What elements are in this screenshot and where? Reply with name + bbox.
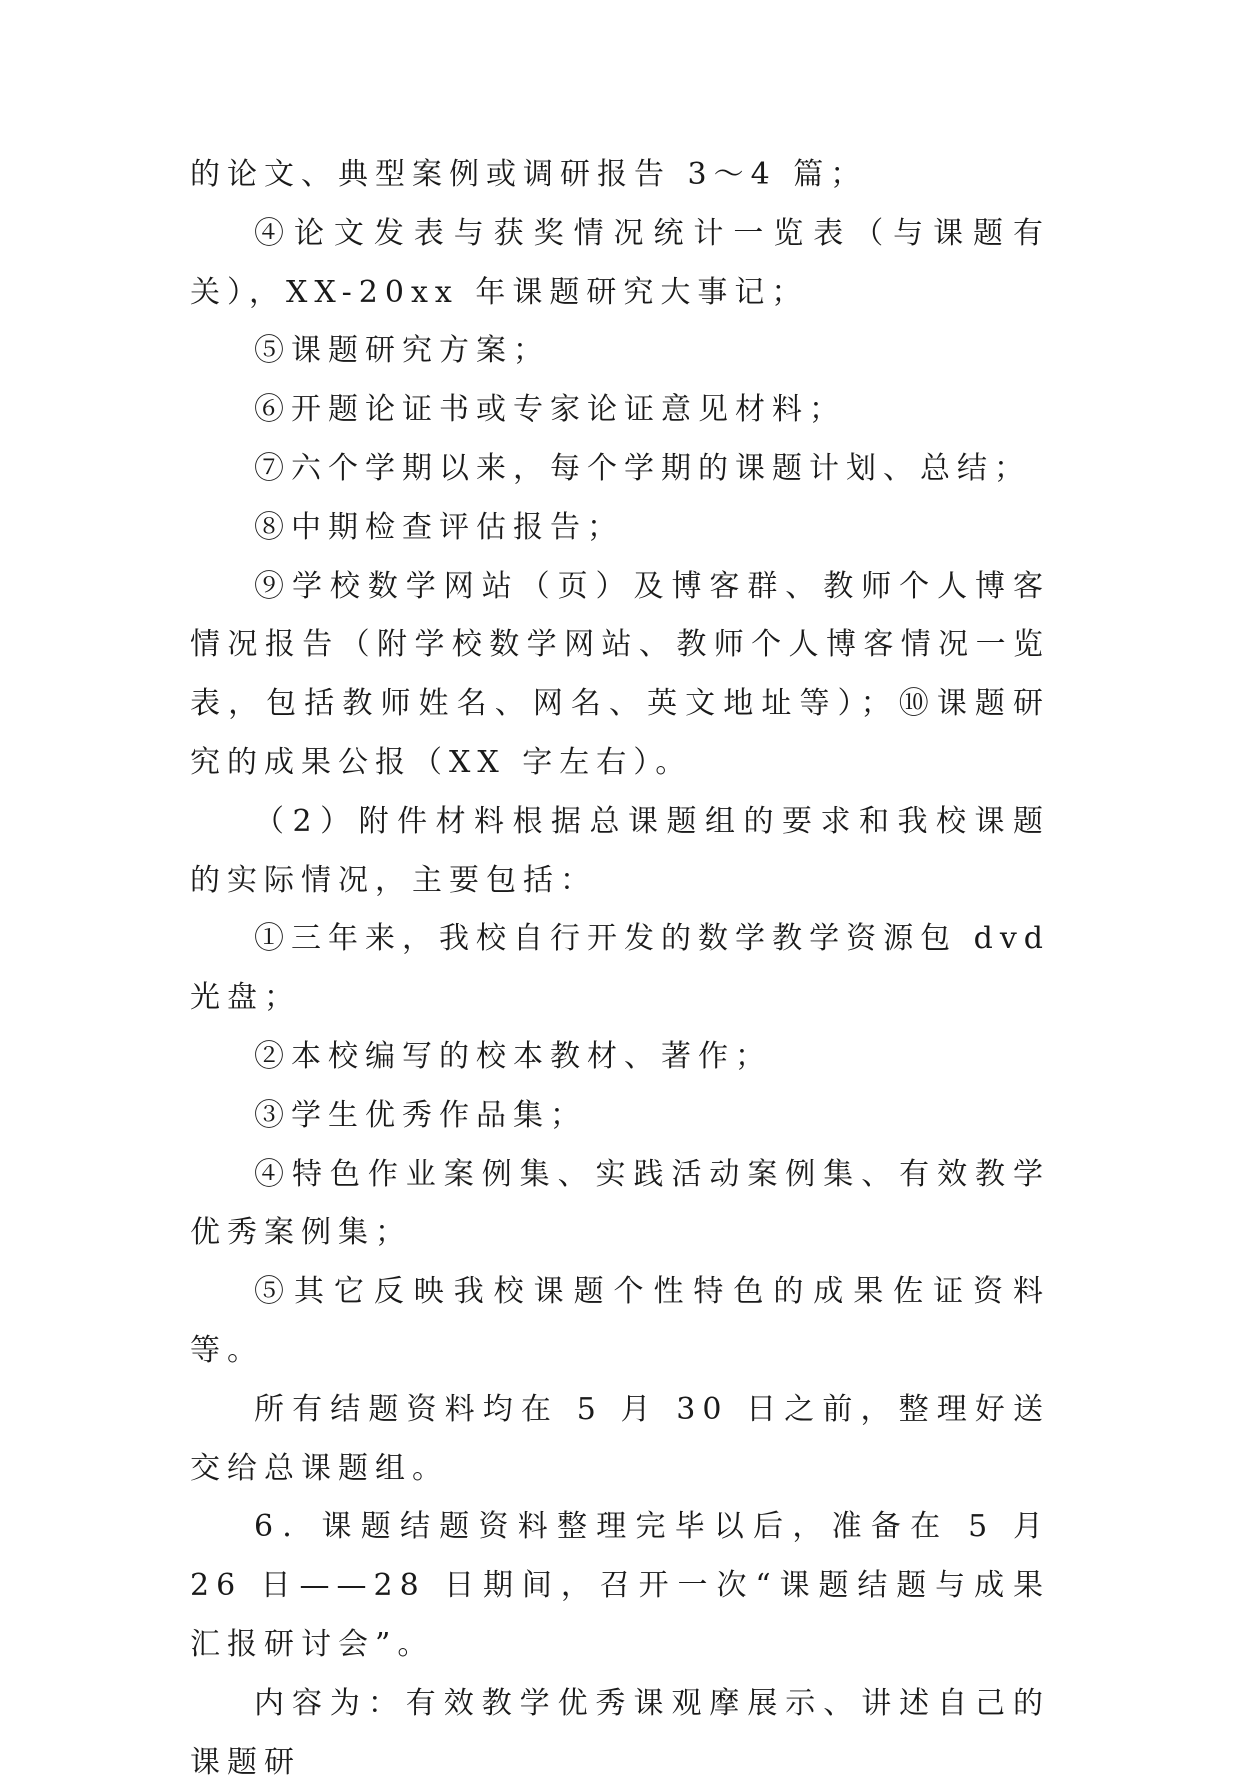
paragraph-7: ⑨学校数学网站（页）及博客群、教师个人博客情况报告（附学校数学网站、教师个人博客情况一览表，包括教师姓名、网名、英文地址等）；⑩课题研究的成果公报（XX 字左右）。 bbox=[190, 568, 1050, 780]
paragraph-4: ⑥开题论证书或专家论证意见材料； bbox=[254, 392, 846, 428]
paragraph-3: ⑤课题研究方案； bbox=[254, 333, 550, 369]
paragraph-2: ④论文发表与获奖情况统计一览表（与课题有关），XX-20xx 年课题研究大事记； bbox=[190, 215, 1050, 310]
paragraph-1: 的论文、典型案例或调研报告 3～4 篇； bbox=[190, 157, 868, 192]
paragraph-11: ③学生优秀作品集； bbox=[254, 1097, 587, 1133]
paragraph-9: ①三年来，我校自行开发的数学教学资源包 dvd 光盘； bbox=[190, 921, 1067, 1016]
paragraph-12: ④特色作业案例集、实践活动案例集、有效教学优秀案例集； bbox=[190, 1156, 1050, 1251]
paragraph-5: ⑦六个学期以来，每个学期的课题计划、总结； bbox=[254, 450, 1031, 486]
paragraph-8: （2）附件材料根据总课题组的要求和我校课题的实际情况，主要包括： bbox=[190, 803, 1050, 898]
paragraph-16: 内容为：有效教学优秀课观摩展示、讲述自己的课题研 bbox=[190, 1685, 1050, 1780]
paragraph-15: 6．课题结题资料整理完毕以后，准备在 5 月 26 日——28 日期间，召开一次“课题结题与成果汇报研讨会”。 bbox=[190, 1509, 1067, 1662]
document-page bbox=[190, 146, 1067, 1792]
paragraph-6: ⑧中期检查评估报告； bbox=[254, 509, 624, 545]
paragraph-13: ⑤其它反映我校课题个性特色的成果佐证资料等。 bbox=[190, 1274, 1050, 1368]
paragraph-14: 所有结题资料均在 5 月 30 日之前，整理好送交给总课题组。 bbox=[190, 1391, 1050, 1486]
paragraph-10: ②本校编写的校本教材、著作； bbox=[254, 1038, 772, 1074]
